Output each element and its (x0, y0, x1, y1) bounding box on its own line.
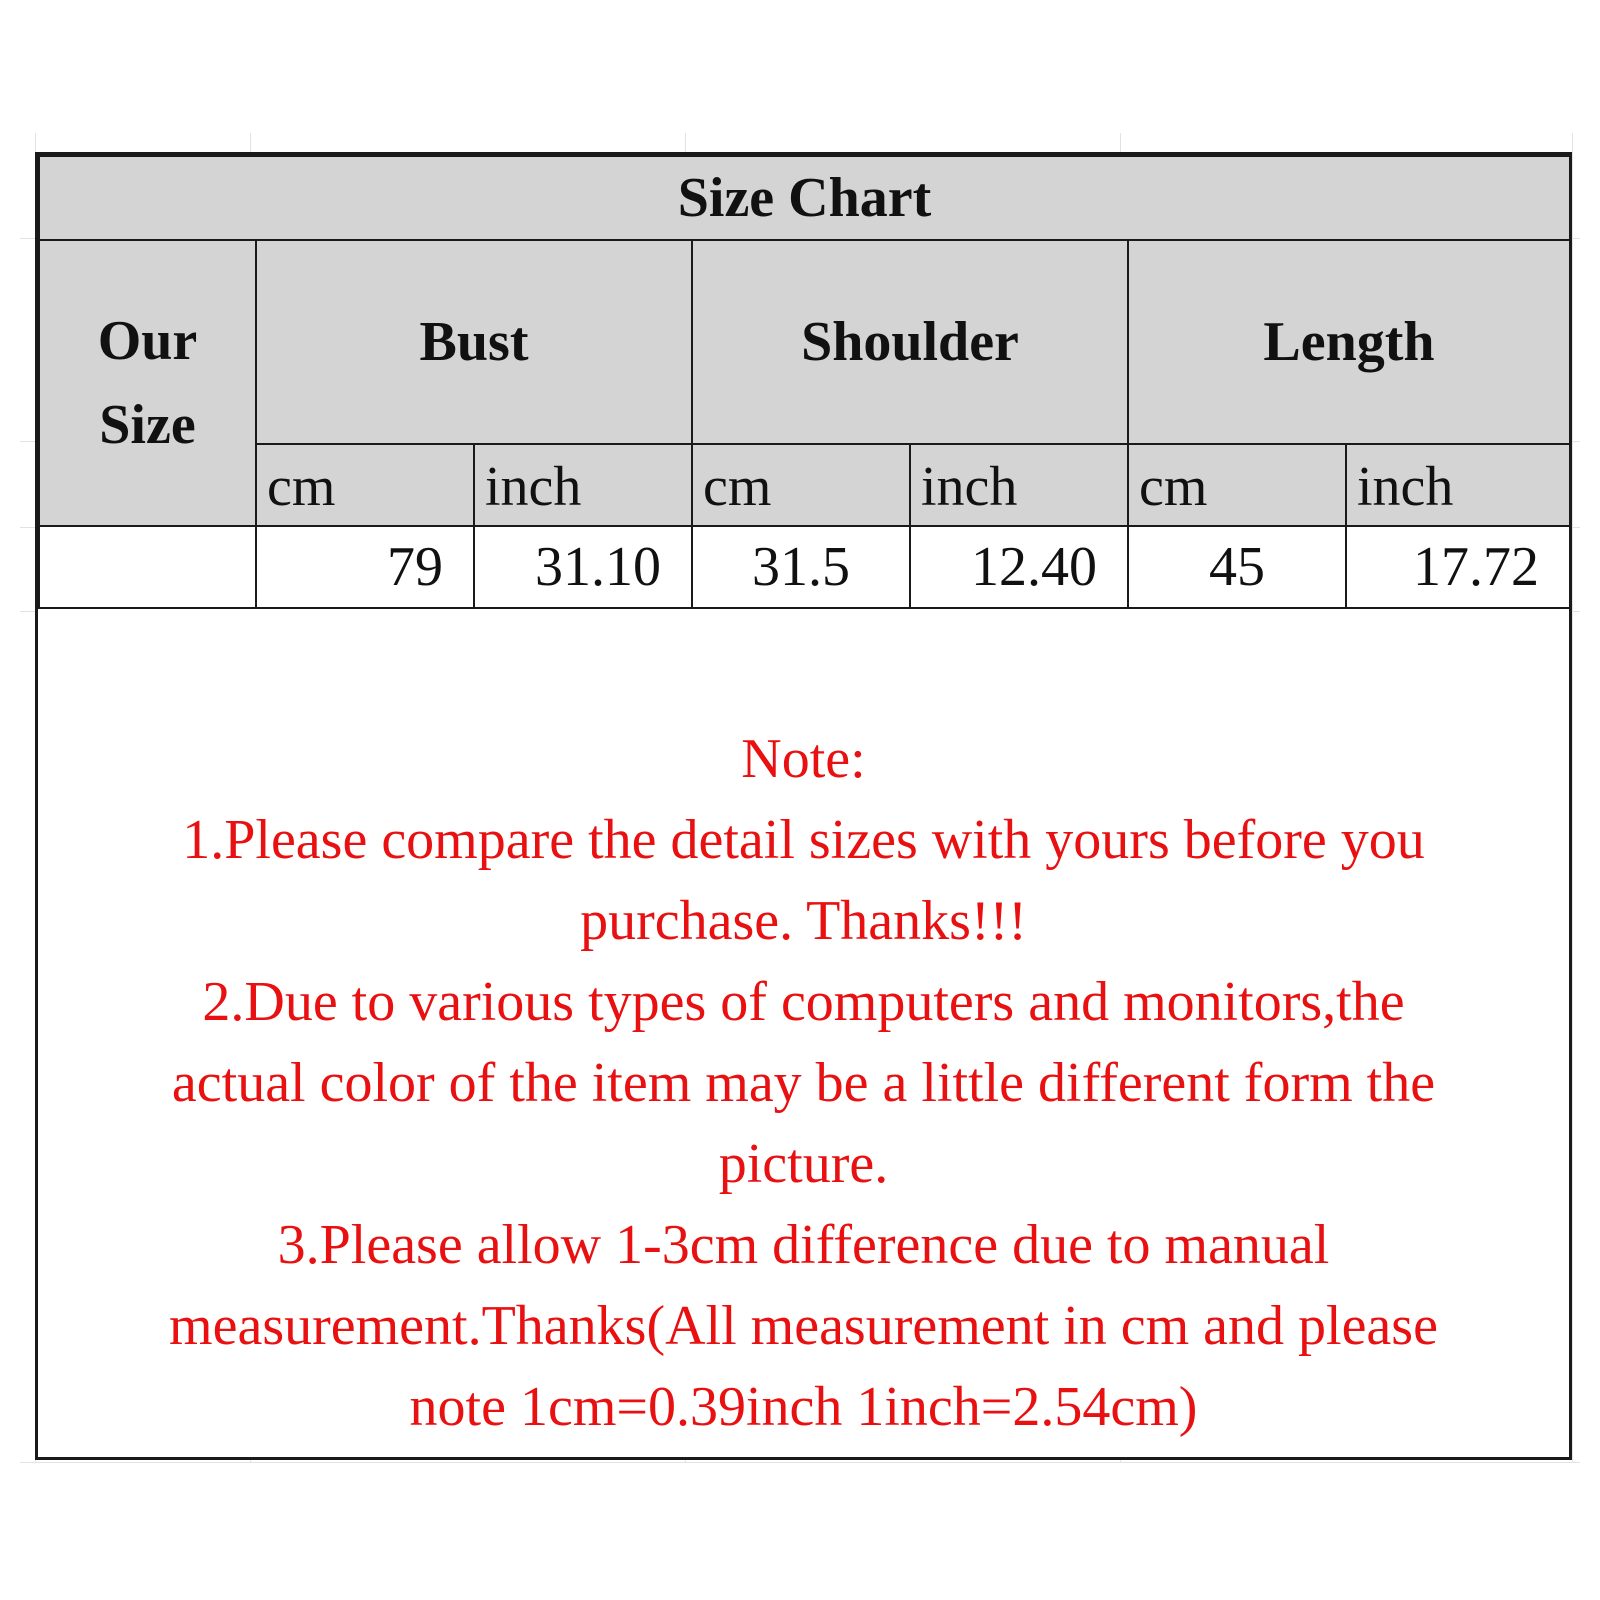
unit-length-inch: inch (1346, 444, 1570, 526)
notes-block (38, 667, 1569, 1457)
size-chart-table (38, 155, 1571, 609)
header-bust: Bust (256, 240, 692, 444)
table-row (39, 526, 1570, 608)
unit-length-cm: cm (1128, 444, 1346, 526)
gridline (1572, 133, 1573, 1463)
header-our-size-line2: Size (99, 394, 196, 456)
header-our-size-line1: Our (97, 310, 198, 372)
unit-bust-cm: cm (256, 444, 474, 526)
header-shoulder: Shoulder (692, 240, 1128, 444)
gridline (20, 1462, 1580, 1463)
note-line: note 1cm=0.39inch 1inch=2.54cm) (409, 1376, 1198, 1438)
cell-length-cm: 45 (1128, 526, 1346, 608)
note-line: measurement.Thanks(All measurement in cm and please (169, 1295, 1438, 1357)
note-line: actual color of the item may be a little different form the (171, 1052, 1436, 1114)
note-line: 2.Due to various types of computers and monitors,the (202, 971, 1405, 1033)
size-chart-sheet (35, 152, 1572, 1460)
table-title: Size Chart (39, 156, 1570, 240)
cell-length-inch: 17.72 (1346, 526, 1570, 608)
header-our-size (39, 240, 256, 526)
note-line: purchase. Thanks!!! (580, 890, 1027, 952)
note-line: picture. (718, 1133, 889, 1195)
unit-shoulder-cm: cm (692, 444, 910, 526)
note-line: 3.Please allow 1-3cm difference due to manual (277, 1214, 1330, 1276)
note-line: 1.Please compare the detail sizes with yours before you (182, 809, 1425, 871)
cell-size (39, 526, 256, 608)
cell-bust-cm: 79 (256, 526, 474, 608)
notes-heading: Note: (741, 728, 866, 790)
unit-shoulder-inch: inch (910, 444, 1128, 526)
cell-shoulder-inch: 12.40 (910, 526, 1128, 608)
cell-shoulder-cm: 31.5 (692, 526, 910, 608)
unit-bust-inch: inch (474, 444, 692, 526)
header-length: Length (1128, 240, 1570, 444)
cell-bust-inch: 31.10 (474, 526, 692, 608)
